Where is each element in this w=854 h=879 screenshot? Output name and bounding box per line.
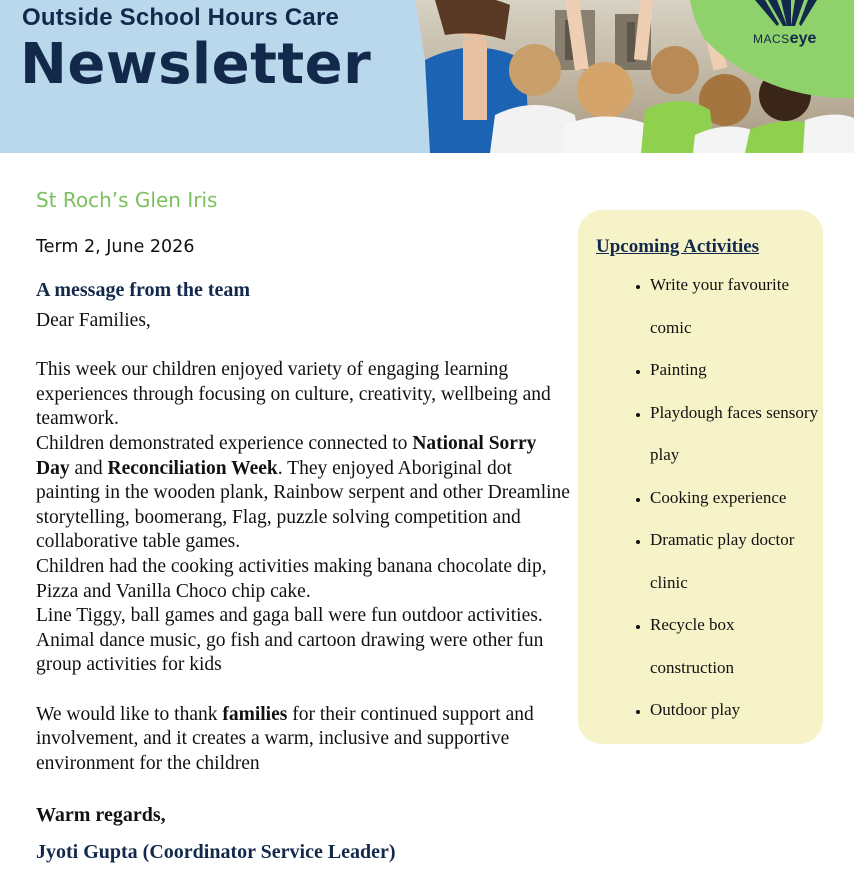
paragraph-4: Line Tiggy, ball games and gaga ball were fun outdoor activities. Animal dance music, go fish and cartoon drawing were other fun group activities for kids bbox=[36, 605, 544, 676]
newsletter-header bbox=[0, 0, 854, 153]
upcoming-activities-panel bbox=[578, 210, 823, 744]
list-item: • Cooking experience bbox=[650, 477, 820, 520]
school-name: St Roch’s Glen Iris bbox=[36, 188, 218, 212]
paragraph-1: This week our children enjoyed variety of engaging learning experiences through focusing on culture, creativity, wellbeing and teamwork. bbox=[36, 359, 551, 430]
list-item: • Recycle box construction bbox=[650, 604, 820, 689]
closing-regards: Warm regards, bbox=[36, 804, 166, 826]
list-item: • Write your favourite comic bbox=[650, 264, 820, 349]
paragraph-2: Children demonstrated experience connected to National Sorry Day and Reconciliation Week. They enjoyed Aboriginal dot painting in the wooden plank, Rainbow serpent and other Dreamline storytelling, boomerang, Flag, puzzle solving competition and collaborative table games. bbox=[36, 432, 570, 553]
macseye-logo: MACSeye bbox=[753, 30, 817, 47]
list-item: • Dramatic play doctor clinic bbox=[650, 519, 820, 604]
list-item: • Playdough faces sensory play bbox=[650, 392, 820, 477]
list-item: • Painting bbox=[650, 349, 820, 392]
paragraph-5: We would like to thank families for their continued support and involvement, and it creates a warm, inclusive and supportive environment for the children bbox=[36, 703, 534, 774]
header-subtitle: Outside School Hours Care bbox=[22, 4, 340, 31]
message-heading: A message from the team bbox=[36, 279, 251, 301]
activities-list bbox=[596, 264, 820, 732]
children-photo bbox=[405, 0, 854, 153]
list-item: • Outdoor play bbox=[650, 689, 820, 732]
paragraph-3: Children had the cooking activities making banana chocolate dip, Pizza and Vanilla Choco chip cake. bbox=[36, 555, 547, 602]
term-date: Term 2, June 2026 bbox=[36, 237, 195, 257]
upcoming-activities-heading: Upcoming Activities bbox=[596, 236, 760, 257]
header-title: Newsletter bbox=[20, 32, 372, 97]
message-body bbox=[36, 309, 571, 776]
greeting: Dear Families, bbox=[36, 310, 151, 331]
signer-name: Jyoti Gupta (Coordinator Service Leader) bbox=[36, 841, 396, 863]
